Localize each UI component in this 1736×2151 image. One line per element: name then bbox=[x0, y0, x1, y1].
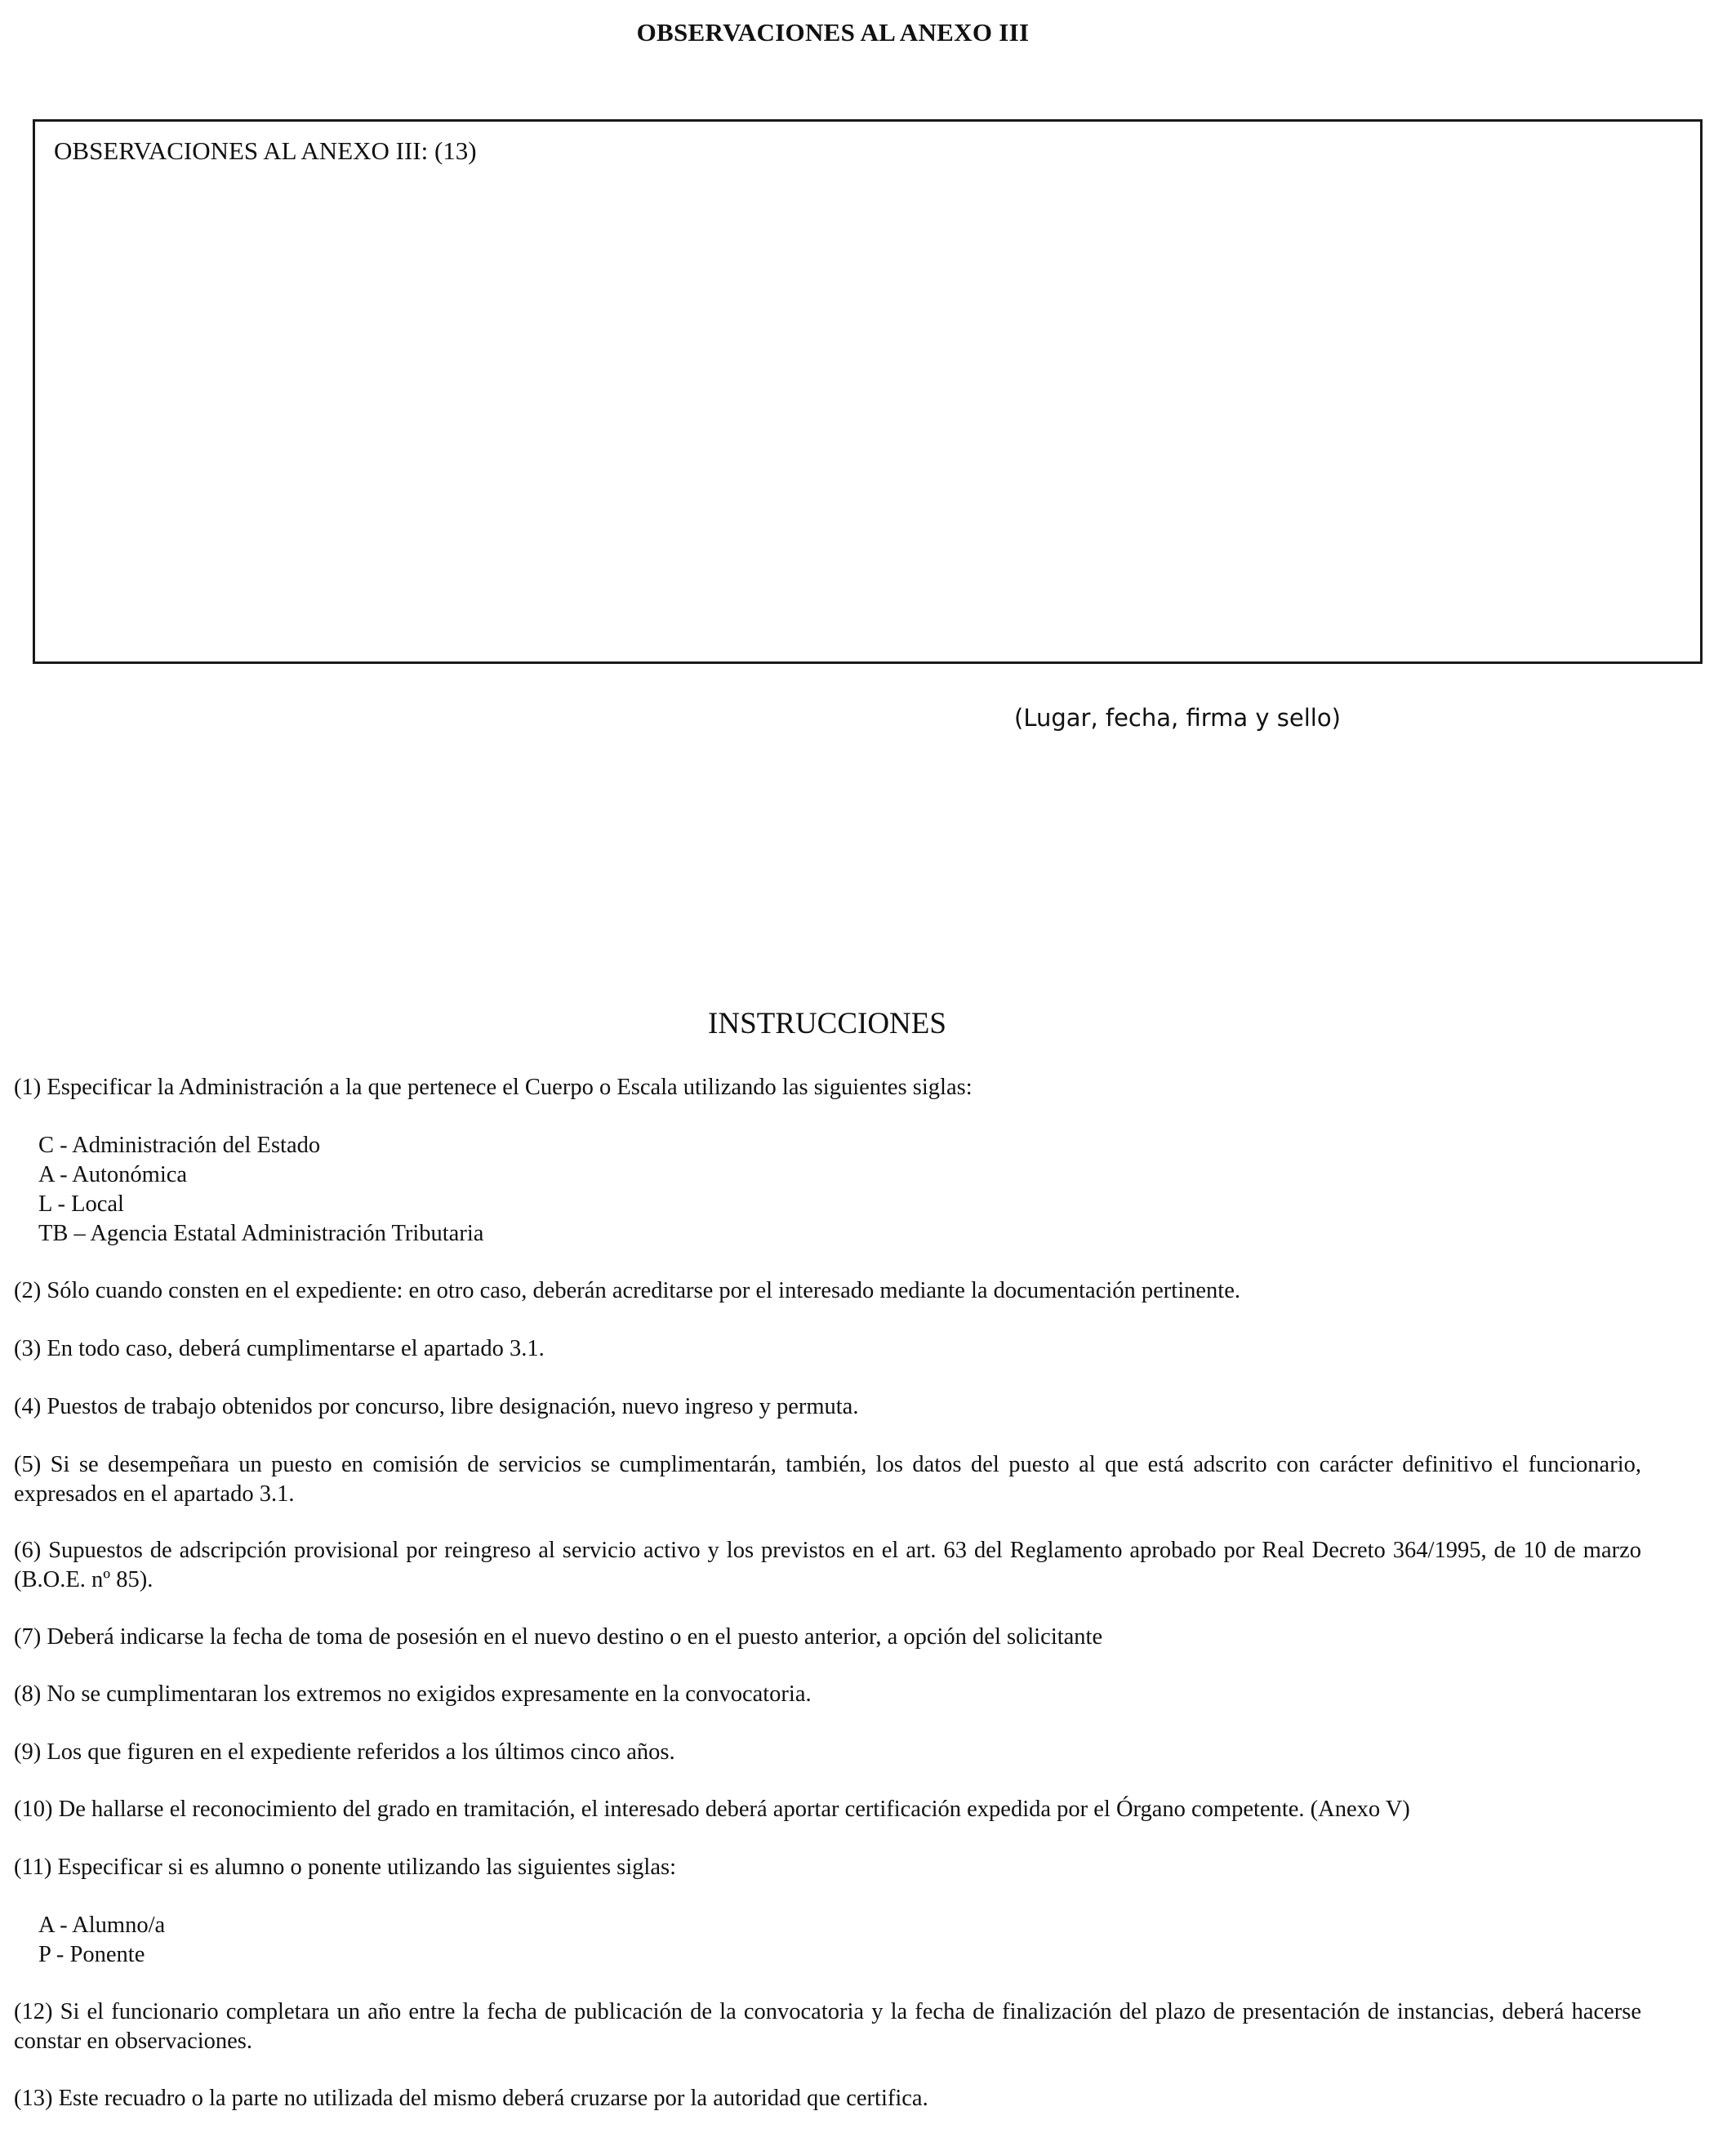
instruction-11-option-p: P - Ponente bbox=[38, 1942, 145, 1967]
instruction-13: (13) Este recuadro o la parte no utilizada del mismo deberá cruzarse por la autoridad que certifica. bbox=[14, 2086, 928, 2111]
instruction-1-option-l: L - Local bbox=[38, 1191, 124, 1217]
page-title: OBSERVACIONES AL ANEXO III bbox=[636, 18, 1030, 47]
observations-box bbox=[33, 119, 1703, 664]
instruction-8: (8) No se cumplimentaran los extremos no exigidos expresamente en la convocatoria. bbox=[14, 1681, 812, 1707]
instruction-1-option-tb: TB – Agencia Estatal Administración Tributaria bbox=[38, 1221, 484, 1246]
instruction-11: (11) Especificar si es alumno o ponente utilizando las siguientes siglas: bbox=[14, 1855, 676, 1880]
instruction-3: (3) En todo caso, deberá cumplimentarse el apartado 3.1. bbox=[14, 1336, 545, 1361]
signature-caption: (Lugar, fecha, firma y sello) bbox=[1014, 704, 1341, 732]
observations-box-label: OBSERVACIONES AL ANEXO III: (13) bbox=[54, 136, 477, 165]
instruction-7: (7) Deberá indicarse la fecha de toma de posesión en el nuevo destino o en el puesto anterior, a opción del solicitante bbox=[14, 1624, 1103, 1650]
instruction-12: (12) Si el funcionario completara un año entre la fecha de publicación de la convocatoria y la fecha de finalización del plazo de presentación de instancias, deberá hacerse constar en observaciones. bbox=[14, 1999, 1641, 2054]
instruction-1-option-a: A - Autonómica bbox=[38, 1162, 188, 1187]
instruction-10: (10) De hallarse el reconocimiento del grado en tramitación, el interesado deberá aportar certificación expedida por el Órgano competente. (Anexo V) bbox=[14, 1797, 1410, 1822]
instruction-5: (5) Si se desempeñara un puesto en comisión de servicios se cumplimentarán, también, los datos del puesto al que está adscrito con carácter definitivo el funcionario, expresados en el apartado 3.1. bbox=[14, 1452, 1641, 1507]
instruction-1: (1) Especificar la Administración a la que pertenece el Cuerpo o Escala utilizando las siguientes siglas: bbox=[14, 1075, 973, 1100]
instruction-1-option-c: C - Administración del Estado bbox=[38, 1133, 321, 1158]
instruction-9: (9) Los que figuren en el expediente referidos a los últimos cinco años. bbox=[14, 1739, 675, 1765]
instruction-2: (2) Sólo cuando consten en el expediente: en otro caso, deberán acreditarse por el interesado mediante la documentación pertinente. bbox=[14, 1278, 1240, 1303]
instruction-6: (6) Supuestos de adscripción provisional por reingreso al servicio activo y los previstos en el art. 63 del Reglamento aprobado por Real Decreto 364/1995, de 10 de marzo (B.O.E. nº 85). bbox=[14, 1538, 1641, 1592]
instruction-11-option-a: A - Alumno/a bbox=[38, 1913, 166, 1938]
instructions-title: INSTRUCCIONES bbox=[708, 1007, 946, 1040]
instruction-4: (4) Puestos de trabajo obtenidos por concurso, libre designación, nuevo ingreso y permuta. bbox=[14, 1394, 859, 1419]
